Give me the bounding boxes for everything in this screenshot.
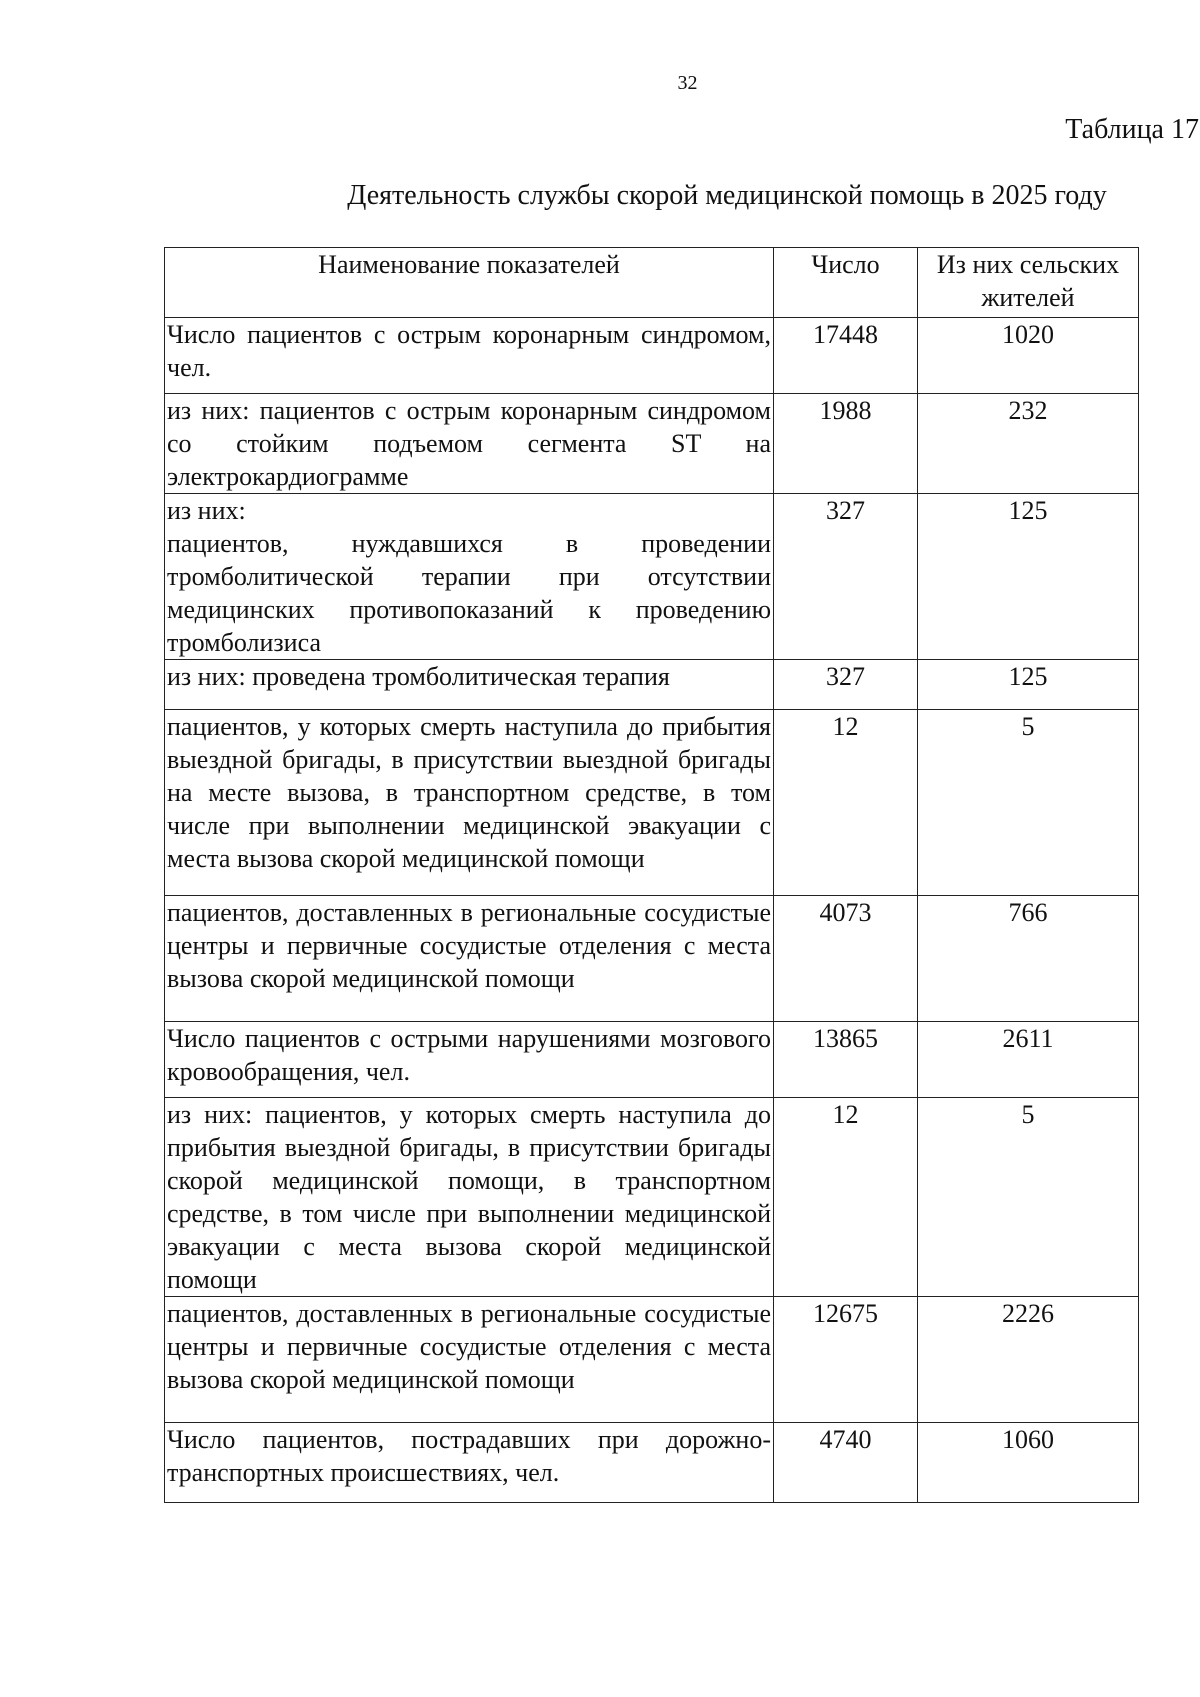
row-rural-count: 1060: [918, 1423, 1139, 1503]
row-count: 327: [774, 494, 918, 660]
row-rural-count: 125: [918, 660, 1139, 710]
row-rural-count: 2226: [918, 1297, 1139, 1423]
row-count: 12675: [774, 1297, 918, 1423]
row-rural-count: 1020: [918, 318, 1139, 394]
row-indicator-name: из них: пациентов с острым коронарным синдромом со стойким подъемом сегмента ST на электрокардиограмме: [165, 394, 774, 494]
row-indicator-name-cell: [165, 494, 774, 660]
row-rural-count: 5: [918, 710, 1139, 896]
row-count: 13865: [774, 1022, 918, 1098]
row-count: 12: [774, 710, 918, 896]
row-count: 17448: [774, 318, 918, 394]
table-row: [165, 1297, 1139, 1423]
row-indicator-name: пациентов, доставленных в региональные сосудистые центры и первичные сосудистые отделения с места вызова скорой медицинской помощи: [165, 1297, 774, 1423]
table-row: [165, 394, 1139, 494]
header-indicator-name: Наименование показателей: [165, 248, 774, 318]
table-row: [165, 660, 1139, 710]
row-indicator-name: пациентов, доставленных в региональные сосудистые центры и первичные сосудистые отделения с места вызова скорой медицинской помощи: [165, 896, 774, 1022]
row-count: 1988: [774, 394, 918, 494]
row-indicator-name: пациентов, у которых смерть наступила до прибытия выездной бригады, в присутствии выездной бригады на месте вызова, в транспортном средстве, в том числе при выполнении медицинской эвакуации с места вызова скорой медицинской помощи: [165, 710, 774, 896]
table-row: [165, 494, 1139, 660]
row-indicator-name: из них: пациентов, у которых смерть наступила до прибытия выездной бригады, в присутствии бригады скорой медицинской помощи, в транспортном средстве, в том числе при выполнении медицинской эвакуации с места вызова скорой медицинской помощи: [165, 1098, 774, 1297]
page-number: 32: [677, 72, 698, 94]
row-count: 4740: [774, 1423, 918, 1503]
table-row: [165, 1022, 1139, 1098]
table-label: Таблица 17: [1065, 114, 1199, 145]
header-count: Число: [774, 248, 918, 318]
row-rural-count: 125: [918, 494, 1139, 660]
header-rural-residents: Из них сельских жителей: [918, 248, 1139, 318]
row-count: 12: [774, 1098, 918, 1297]
table-row: [165, 896, 1139, 1022]
row-indicator-name: из них: проведена тромболитическая терапия: [165, 660, 774, 710]
table-row: [165, 318, 1139, 394]
row-indicator-name: Число пациентов, пострадавших при дорожно-транспортных происшествиях, чел.: [165, 1423, 774, 1503]
row-indicator-name: пациентов, нуждавшихся в проведении тромболитической терапии при отсутствии медицинских противопоказаний к проведению тромболизиса: [167, 529, 771, 657]
activity-table: [164, 247, 1139, 1503]
row-rural-count: 232: [918, 394, 1139, 494]
row-rural-count: 2611: [918, 1022, 1139, 1098]
document-title: Деятельность службы скорой медицинской помощь в 2025 году: [347, 180, 1107, 211]
table-row: [165, 1423, 1139, 1503]
row-indicator-prefix: из них:: [167, 496, 246, 525]
row-indicator-name: Число пациентов с острым коронарным синдромом, чел.: [165, 318, 774, 394]
row-count: 327: [774, 660, 918, 710]
row-rural-count: 5: [918, 1098, 1139, 1297]
row-indicator-name: Число пациентов с острыми нарушениями мозгового кровообращения, чел.: [165, 1022, 774, 1098]
table-row: [165, 710, 1139, 896]
header-row: [165, 248, 1139, 318]
row-count: 4073: [774, 896, 918, 1022]
table-row: [165, 1098, 1139, 1297]
row-rural-count: 766: [918, 896, 1139, 1022]
